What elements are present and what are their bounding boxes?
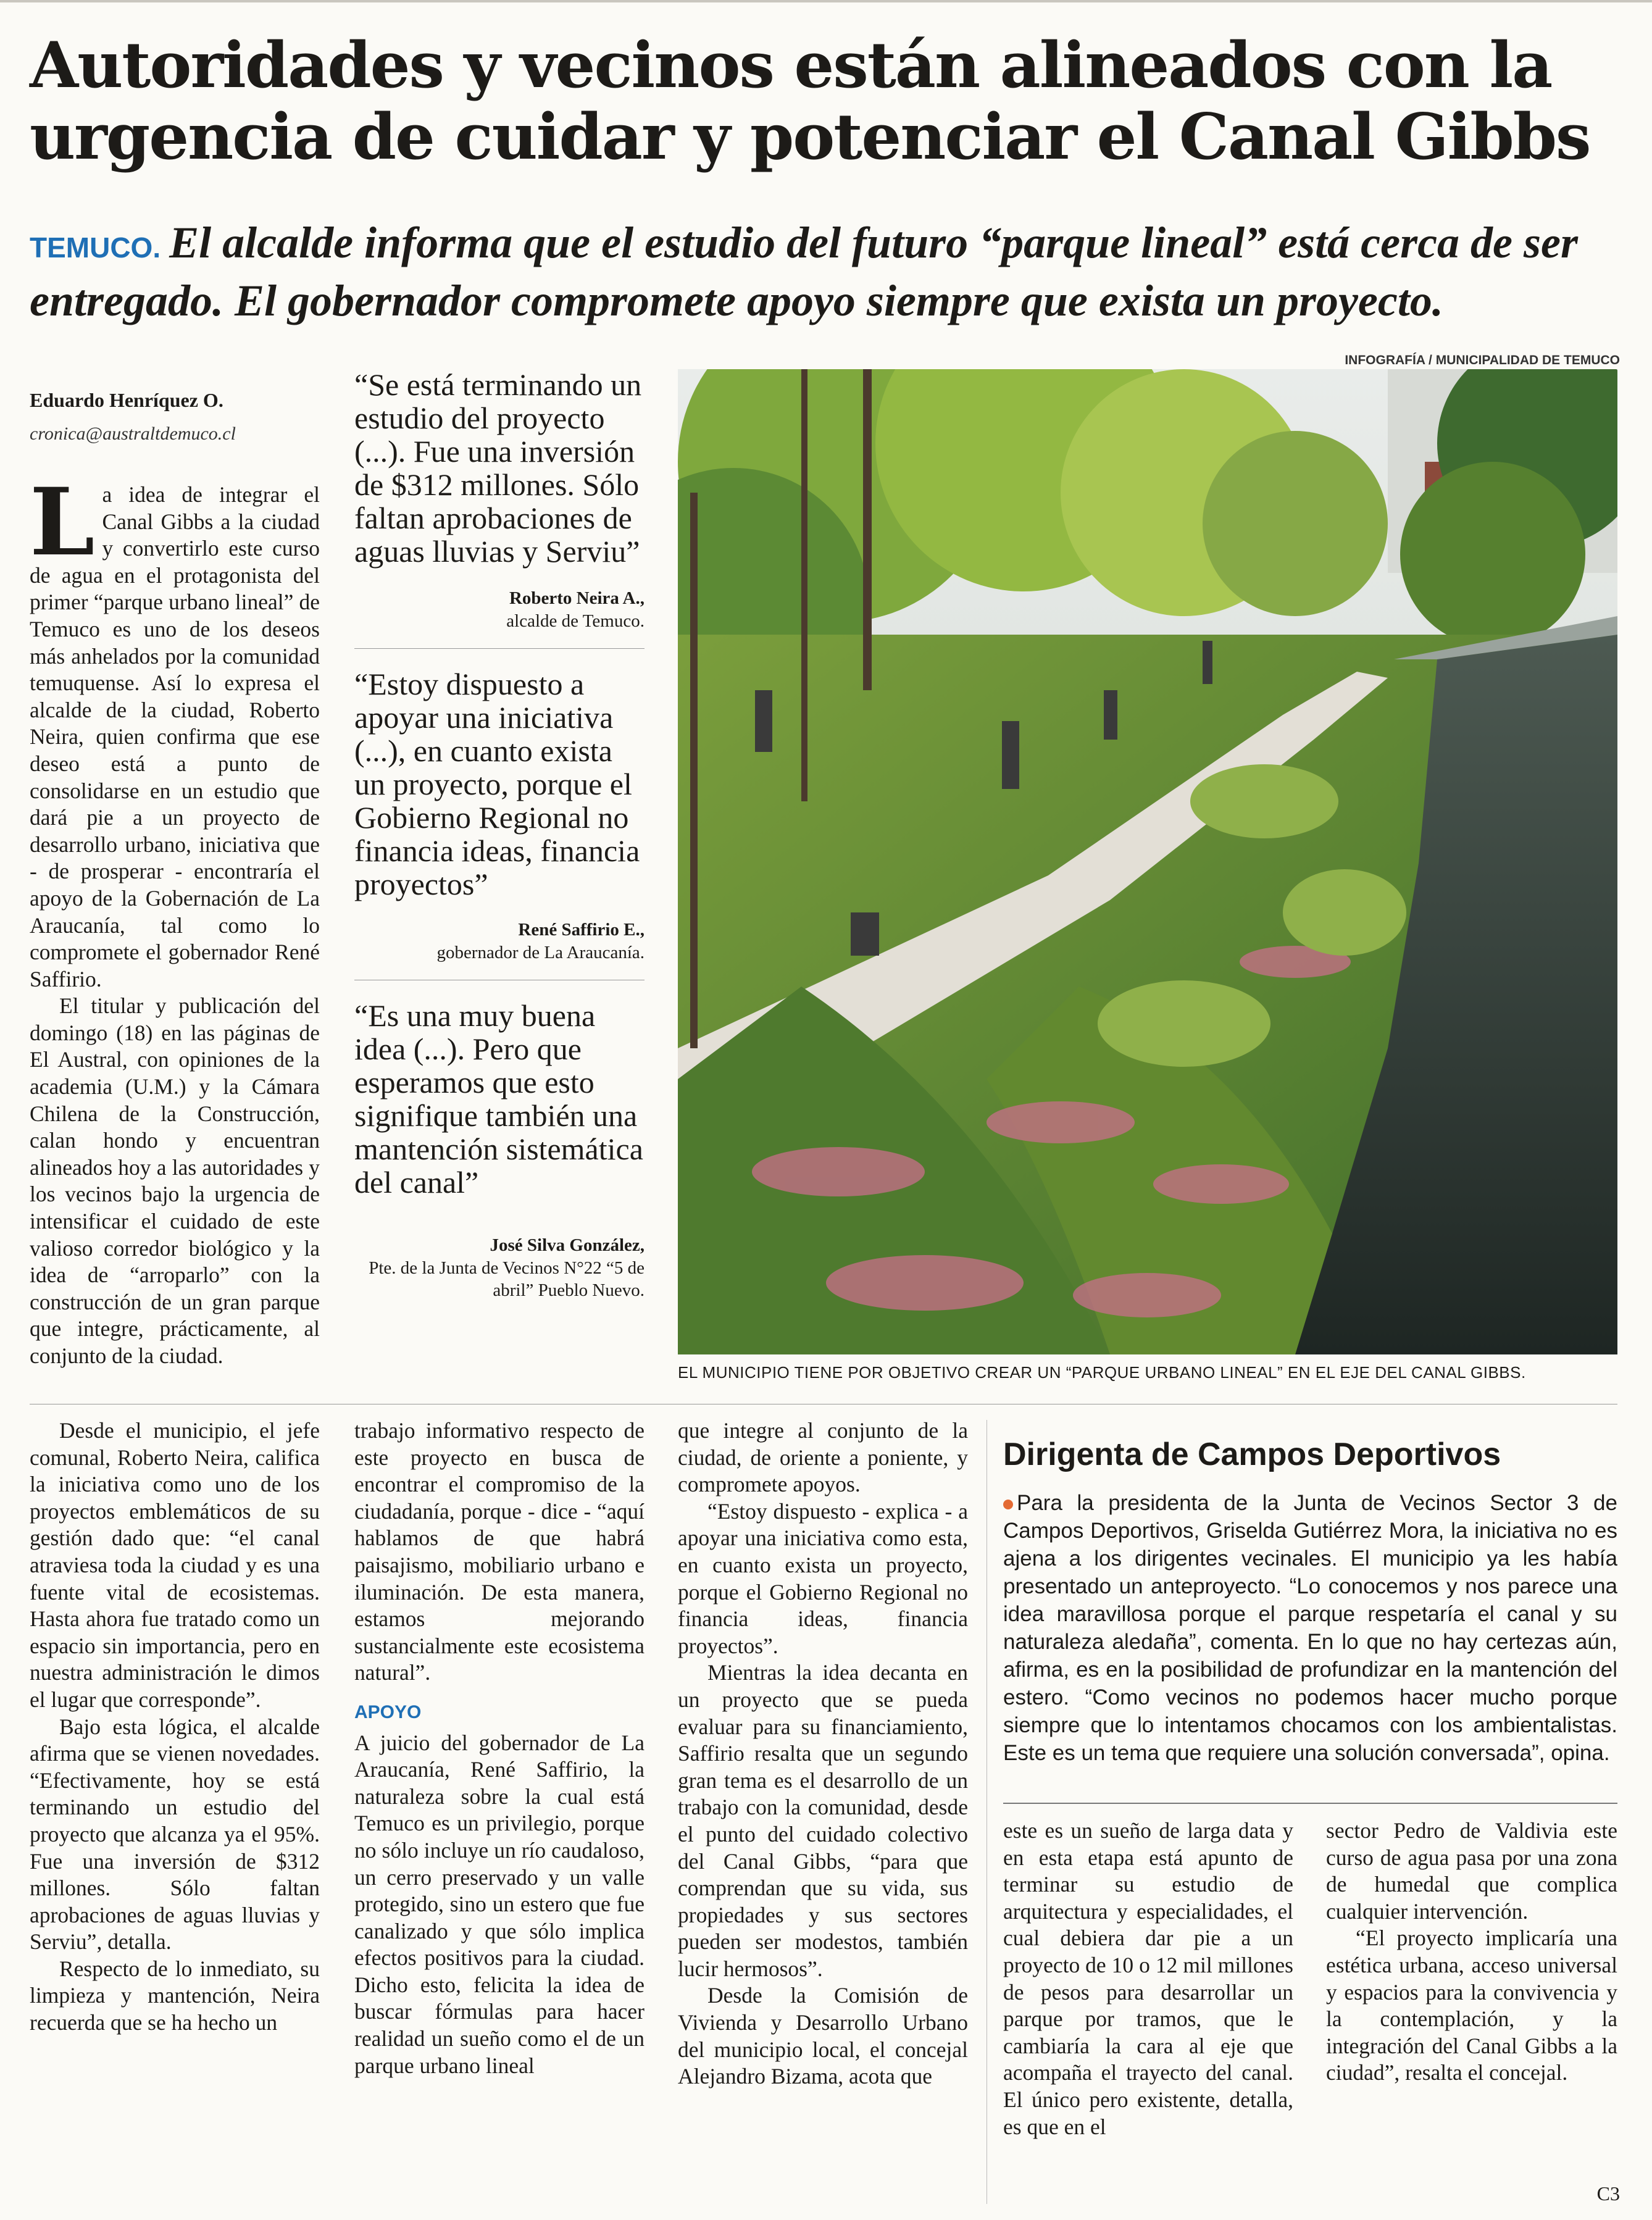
- quote-3-name: José Silva González,: [490, 1235, 645, 1255]
- paragraph: A juicio del gobernador de La Araucanía, René Saffirio, la naturaleza sobre la cual está Temuco es un privilegio, porque no sólo incluye un río caudaloso, un cerro preservado y un valle protegido, sino un estero que fue canalizado y que sólo implica efectos positivos para la ciudad. Dicho esto, felicita la idea de buscar fórmulas para hacer realidad un sueño como el de un parque urbano lineal: [354, 1730, 645, 2078]
- paragraph: Respecto de lo inmediato, su limpieza y mantención, Neira recuerda que se ha hecho un: [30, 1956, 320, 2035]
- paragraph: Bajo esta lógica, el alcalde afirma que se vienen novedades. “Efectivamente, hoy se está terminando un estudio del proyecto que alcanza ya el 95%. Fue una inversión de $312 millones. Sólo faltan aprobaciones de aguas lluvias y Serviu”, detalla.: [30, 1714, 320, 1955]
- quote-3-text: “Es una muy buena idea (...). Pero que esperamos que esto signifique también una mantención sistemática del canal”: [354, 998, 643, 1200]
- dateline-city: TEMUCO.: [30, 232, 161, 264]
- paragraph: trabajo informativo respecto de este proyecto en busca de encontrar el compromiso de la ciudadanía, porque - dice - “aquí hablamos de que habrá paisajismo, mobiliario urbano e iluminación. De esta manera, estamos mejorando sustancialmente este ecosistema natural”.: [354, 1418, 645, 1685]
- column-3: [678, 1417, 968, 2090]
- paragraph: El titular y publicación del domingo (18) en las páginas de El Austral, con opiniones de la academia (U.M.) y la Cámara Chilena de la Construcción, calan hondo y encuentran alineados hoy a las autoridades y los vecinos bajo la urgencia de intensificar el cuidado de este valioso corredor biológico y la idea de “arroparlo” con la construcción de un gran parque que integre, prácticamente, al conjunto de la ciudad.: [30, 993, 320, 1368]
- pull-quotes: [354, 368, 645, 1301]
- paragraph: sector Pedro de Valdivia este curso de agua pasa por una zona de humedal que complica cualquier intervención.: [1326, 1818, 1617, 1924]
- quote-divider: [354, 648, 645, 649]
- quote-1-text: “Se está terminando un estudio del proyecto (...). Fue una inversión de $312 millones. Sólo faltan aprobaciones de aguas lluvias y Serviu”: [354, 367, 642, 569]
- paragraph: que integre al conjunto de la ciudad, de oriente a poniente, y compromete apoyos.: [678, 1418, 968, 1497]
- deck-text: El alcalde informa que el estudio del futuro “parque lineal” está cerca de ser entregado. El gobernador compromete apoyo siempre que exista un proyecto.: [30, 218, 1578, 325]
- end-mark: C3: [1596, 2182, 1620, 2205]
- column-1-top: [30, 468, 320, 1370]
- author-email: cronica@australtdemuco.cl: [30, 424, 236, 444]
- rendering-illustration: [678, 369, 1617, 1354]
- sidebar-body: Para la presidenta de la Junta de Vecinos Sector 3 de Campos Deportivos, Griselda Gutiérrez Mora, la iniciativa no es ajena a los dirigentes vecinales. El municipio ya les había presentado un anteproyecto. “Lo conocemos y nos parece una idea maravillosa porque el parque respetaría el canal y su naturaleza aledaña”, comenta. En lo que no hay certezas aún, afirma, es en la posibilidad de profundizar en la mantención del estero. “Como vecinos no podemos hacer mucho porque siempre que lo intentamos chocamos con los ambientalistas. Este es un tema que requiere una solución conversada”, opina.: [1003, 1491, 1617, 1765]
- headline: Autoridades y vecinos están alineados con la urgencia de cuidar y potenciar el Canal Gibbs: [30, 28, 1590, 174]
- photo-credit: INFOGRAFÍA / MUNICIPALIDAD DE TEMUCO: [1345, 353, 1620, 367]
- quote-2-role: gobernador de La Araucanía.: [436, 943, 645, 962]
- paragraph: Desde el municipio, el jefe comunal, Roberto Neira, califica la iniciativa como uno de los proyectos emblemáticos de su gestión dado que: “el canal atraviesa toda la ciudad y es una fuente vital de ecosistemas. Hasta ahora fue tratado como un espacio sin importancia, pero en nuestra administración le dimos el lugar que corresponde”.: [30, 1418, 320, 1712]
- quote-1-name: Roberto Neira A.,: [509, 588, 645, 608]
- subhead-apoyo: APOYO: [354, 1701, 422, 1722]
- column-2: [354, 1417, 645, 2079]
- paragraph: “El proyecto implicaría una estética urbana, acceso universal y espacios para la convivencia y la contemplación, y la integración del Canal Gibbs a la ciudad”, resalta el concejal.: [1326, 1926, 1617, 2085]
- paragraph: Mientras la idea decanta en un proyecto que se pueda evaluar para su financiamiento, Saffirio resalta que un segundo gran tema es el desarrollo de un trabajo con la comunidad, desde el punto del cuidado colectivo del Canal Gibbs, “para que comprendan que su vida, sus propiedades y sus sectores pueden ser modestos, también lucir hermosos”.: [678, 1660, 968, 1981]
- sidebar-title: Dirigenta de Campos Deportivos: [1003, 1437, 1501, 1472]
- quote-1-role: alcalde de Temuco.: [506, 611, 645, 631]
- column-1-bottom: [30, 1417, 320, 2037]
- quote-2-text: “Estoy dispuesto a apoyar una iniciativa (...), en cuanto exista un proyecto, porque el Gobierno Regional no financia ideas, financia proyectos”: [354, 667, 640, 901]
- quote-3-role: Pte. de la Junta de Vecinos N°22 “5 de abril” Pueblo Nuevo.: [369, 1258, 645, 1300]
- column-4: [1003, 1817, 1293, 2140]
- bullet-icon: [1003, 1500, 1013, 1509]
- canal-park-rendering: [678, 369, 1617, 1354]
- lead-paragraph: La idea de integrar el Canal Gibbs a la ciudad y convertirlo este curso de agua en el protagonista del primer “parque urbano lineal” de Temuco es uno de los deseos más anhelados por la comunidad temuquense. Así lo expresa el alcalde de la ciudad, Roberto Neira, quien confirma que ese deseo está a punto de consolidarse en un estudio que dará pie a un proyecto de desarrollo urbano, iniciativa que - de prosperar - encontraría el apoyo de la Gobernación de La Araucanía, tal como lo compromete el gobernador René Saffirio.: [30, 468, 320, 991]
- sidebar-divider: [1003, 1803, 1617, 1804]
- paragraph: este es un sueño de larga data y en esta etapa está apunto de terminar su estudio de arquitectura y especialidades, el cual debiera dar pie a un proyecto de 10 o 12 mil millones de pesos para desarrollar un parque por tramos, que le cambiaría la cara al eje que acompaña el trayecto del canal. El único pero existente, detalla, es que en el: [1003, 1818, 1293, 2139]
- paragraph: “Estoy dispuesto - explica - a apoyar una iniciativa como esta, en cuanto exista un proyecto, porque el Gobierno Regional no financia ideas, financia proyectos”.: [678, 1498, 968, 1658]
- top-rule: [0, 0, 1652, 2]
- dropcap: L: [30, 468, 95, 577]
- quote-2-name: René Saffirio E.,: [518, 920, 645, 940]
- deck: [30, 216, 1635, 327]
- byline: Eduardo Henríquez O.: [30, 389, 223, 411]
- column-5: [1326, 1817, 1617, 2087]
- paragraph: Desde la Comisión de Vivienda y Desarrollo Urbano del municipio local, el concejal Alejandro Bizama, acota que: [678, 1983, 968, 2089]
- photo-caption: EL MUNICIPIO TIENE POR OBJETIVO CREAR UN “PARQUE URBANO LINEAL” EN EL EJE DEL CANAL GIBBS.: [678, 1363, 1526, 1382]
